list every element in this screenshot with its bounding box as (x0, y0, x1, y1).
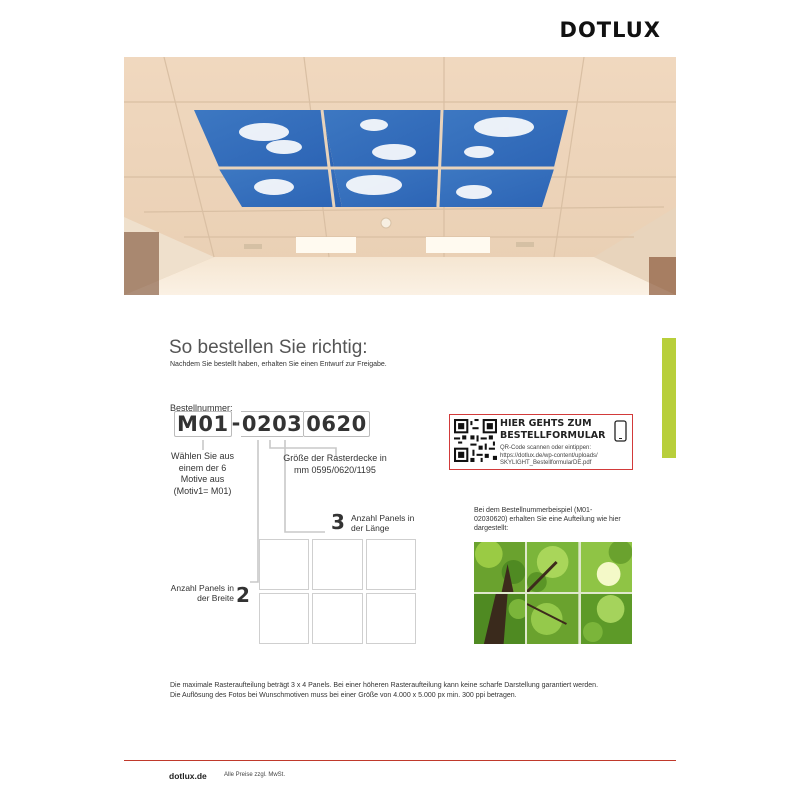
page-subheading: Nachdem Sie bestellt haben, erhalten Sie einen Entwurf zur Freigabe. (170, 361, 387, 368)
order-segment-panels: 0203 (241, 412, 303, 436)
side-accent-bar (662, 338, 676, 458)
qr-title-line2: BESTELLFORMULAR (500, 430, 606, 441)
tree-canopy-cell (527, 542, 578, 592)
panel-width-label: Anzahl Panels in der Breite (170, 583, 234, 603)
grid-cell (312, 539, 362, 590)
order-form-qr-box[interactable] (449, 414, 633, 470)
qr-title (500, 418, 605, 442)
qr-hint-line1: QR-Code scannen oder eintippen: (500, 445, 592, 451)
panel-grid-diagram (259, 539, 416, 644)
qr-hint-file[interactable]: SKYLIGHT_BestellformularDE.pdf (500, 460, 592, 466)
footer-divider (124, 760, 676, 761)
phone-icon (614, 420, 627, 442)
tree-canopy-cell (474, 542, 525, 592)
page-heading: So bestellen Sie richtig: (169, 337, 368, 358)
panel-length-count: 3 (331, 510, 345, 534)
note-line1: Die maximale Rasteraufteilung beträgt 3 x 4 Panels. Bei einer höheren Rasteraufteilung kann keine scharfe Darstellung garantiert werden. (170, 682, 599, 689)
example-tree-photo (474, 542, 632, 644)
footer-price-note: Alle Preise zzgl. MwSt. (224, 772, 286, 778)
qr-hint-url[interactable]: https://dotlux.de/wp-content/uploads/ (500, 452, 598, 459)
order-segment-dash: - (231, 411, 241, 435)
grid-cell (259, 593, 309, 644)
qr-code-icon[interactable] (454, 419, 497, 462)
resolution-note (170, 681, 640, 700)
order-number-label: Bestellnummer: (170, 403, 233, 413)
order-segment-size: 0620 (303, 411, 369, 437)
footer-website[interactable]: dotlux.de (169, 771, 207, 781)
example-description: Bei dem Bestellnummerbeispiel (M01-02030620) erhalten Sie eine Aufteilung wie hier dargestellt: (474, 507, 621, 532)
grid-cell (312, 593, 362, 644)
brand-logo: DOTLUX (559, 18, 661, 42)
order-number (174, 411, 370, 437)
order-segment-motif: M01 (174, 411, 232, 437)
grid-cell (366, 593, 416, 644)
tree-canopy-cell (474, 594, 525, 644)
tree-canopy-cell (581, 594, 632, 644)
grid-cell (259, 539, 309, 590)
tree-canopy-cell (527, 594, 578, 644)
panel-length-label: Anzahl Panels in der Länge (351, 513, 415, 533)
size-annotation: Größe der Rasterdecke in mm 0595/0620/1195 (283, 453, 387, 475)
grid-cell (366, 539, 416, 590)
motif-annotation: Wählen Sie aus einem der 6 Motive aus (Motiv1= M01) (170, 451, 235, 496)
qr-hint (500, 445, 625, 468)
note-line2: Die Auflösung des Fotos bei Wunschmotiven muss bei einer Größe von 4.000 x 5.000 px min. 300 ppi betragen. (170, 691, 517, 699)
hero-image (124, 57, 676, 295)
qr-title-line1: HIER GEHTS ZUM (500, 418, 592, 429)
tree-canopy-cell (581, 542, 632, 592)
panel-width-count: 2 (236, 583, 250, 607)
